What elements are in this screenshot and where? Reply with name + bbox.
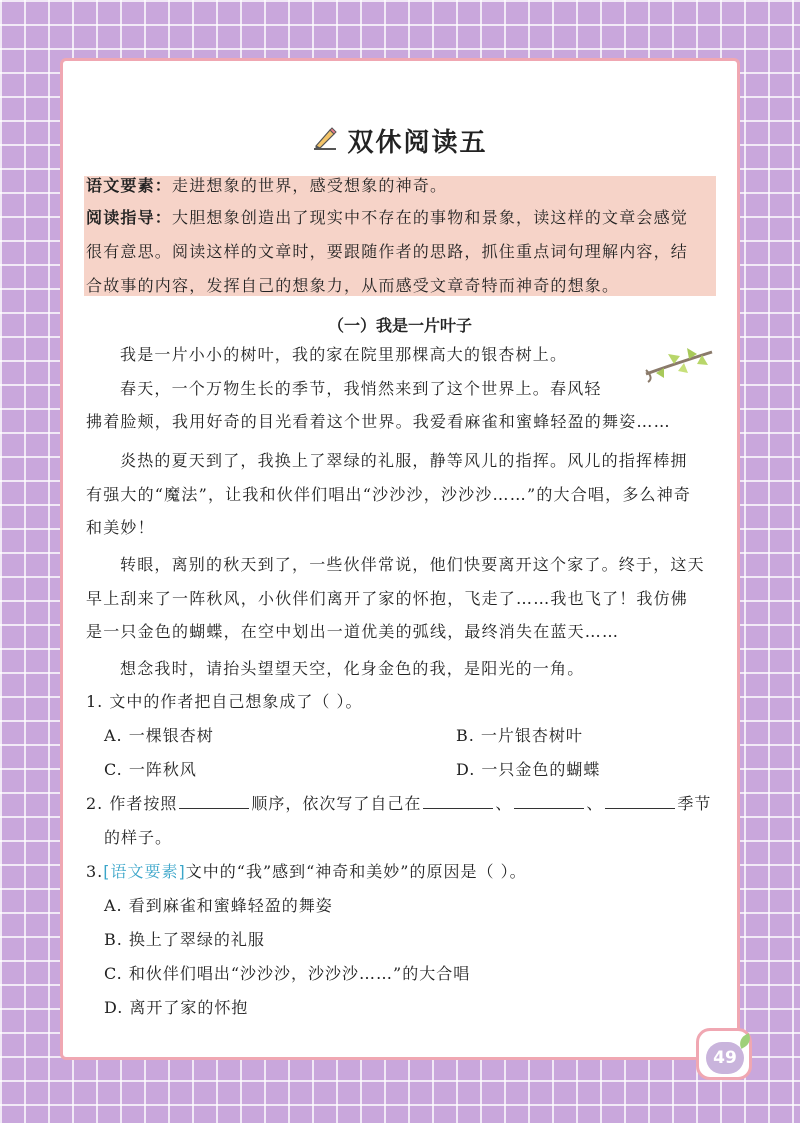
passage-line-5: 有强大的“魔法”，让我和伙伴们唱出“沙沙沙，沙沙沙……”的大合唱，多么神奇 [86, 485, 692, 504]
q3-option-b[interactable]: B. 换上了翠绿的礼服 [104, 930, 265, 949]
question-2-stem: 2. 作者按照 顺序，依次写了自己在 、 、 季节 [86, 794, 712, 813]
page-title [0, 122, 800, 159]
blank-4[interactable] [605, 794, 675, 809]
elements-line: 语文要素：走进想象的世界，感受想象的神奇。 [86, 176, 448, 195]
q1-option-c[interactable]: C. 一阵秋风 [104, 760, 197, 779]
blank-2[interactable] [423, 794, 493, 809]
passage-line-3: 拂着脸颊，我用好奇的目光看着这个世界。我爱看麻雀和蜜蜂轻盈的舞姿…… [86, 412, 671, 431]
title-text: 双休阅读五 [347, 128, 488, 158]
q1-option-a[interactable]: A. 一棵银杏树 [104, 726, 214, 745]
guide-line-2: 很有意思。阅读这样的文章时，要跟随作者的思路，抓住重点词句理解内容，结 [86, 242, 689, 261]
passage-line-1: 我是一片小小的树叶，我的家在院里那棵高大的银杏树上。 [120, 345, 568, 364]
question-3-stem: 3.[语文要素]文中的“我”感到“神奇和美妙”的原因是（ ）。 [86, 862, 527, 881]
q1-option-b[interactable]: B. 一片银杏树叶 [456, 726, 583, 745]
passage-line-9: 是一只金色的蝴蝶，在空中划出一道优美的弧线，最终消失在蓝天…… [86, 622, 620, 641]
passage-line-7: 转眼，离别的秋天到了，一些伙伴常说，他们快要离开这个家了。终于，这天 [120, 555, 705, 574]
q1-option-d[interactable]: D. 一只金色的蝴蝶 [456, 760, 601, 779]
passage-line-6: 和美妙！ [86, 518, 155, 537]
passage-line-2: 春天，一个万物生长的季节，我悄然来到了这个世界上。春风轻 [120, 379, 602, 398]
section-title: （一）我是一片叶子 [327, 316, 472, 335]
passage-line-10: 想念我时，请抬头望望天空，化身金色的我，是阳光的一角。 [120, 659, 585, 678]
guide-line-3: 合故事的内容，发挥自己的想象力，从而感受文章奇特而神奇的想象。 [86, 276, 620, 295]
question-1-stem: 1. 文中的作者把自己想象成了（ ）。 [86, 692, 363, 711]
pencil-icon [312, 127, 338, 155]
guide-line-1: 阅读指导：大胆想象创造出了现实中不存在的事物和景象，读这样的文章会感觉 [86, 208, 689, 227]
q3-option-a[interactable]: A. 看到麻雀和蜜蜂轻盈的舞姿 [104, 896, 333, 915]
blank-3[interactable] [514, 794, 584, 809]
q3-option-d[interactable]: D. 离开了家的怀抱 [104, 998, 249, 1017]
question-2-line-2: 的样子。 [104, 828, 173, 847]
blank-1[interactable] [179, 794, 249, 809]
ginkgo-branch-icon [644, 344, 714, 388]
q3-option-c[interactable]: C. 和伙伴们唱出“沙沙沙，沙沙沙……”的大合唱 [104, 964, 471, 983]
page-number: 49 [706, 1042, 744, 1074]
passage-line-8: 早上刮来了一阵秋风，小伙伴们离开了家的怀抱，飞走了……我也飞了！我仿佛 [86, 589, 689, 608]
elements-tag: [语文要素] [103, 862, 186, 881]
passage-line-4: 炎热的夏天到了，我换上了翠绿的礼服，静等风儿的指挥。风儿的指挥棒拥 [120, 451, 688, 470]
